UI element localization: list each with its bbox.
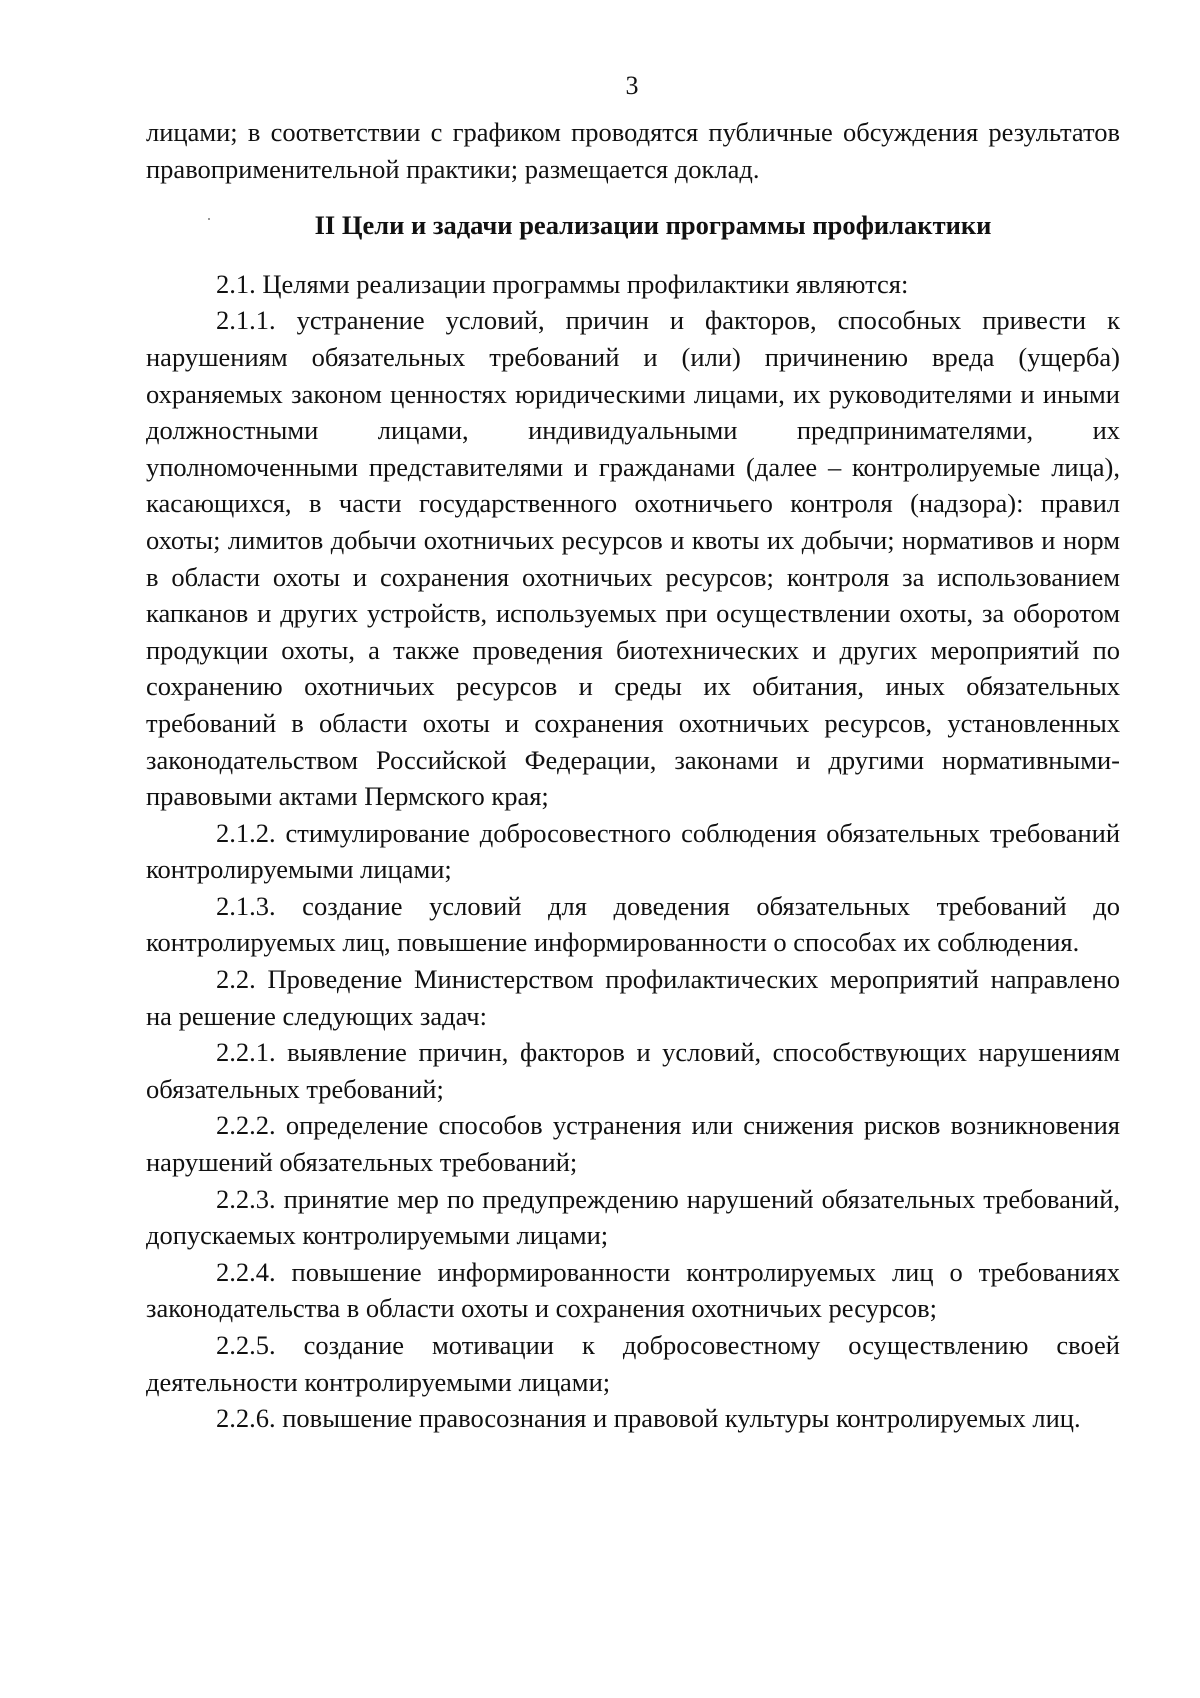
paragraph-2-2-6: 2.2.6. повышение правосознания и правовой культуры контролируемых лиц. (216, 1403, 1081, 1434)
section-heading: II Цели и задачи реализации программы профилактики (314, 210, 992, 241)
paragraph-2-1: 2.1. Целями реализации программы профилактики являются: (216, 268, 909, 299)
paragraph-2-2-2: 2.2.2. определение способов устранения или снижения рисков возникновения нарушений обязательных требований; (146, 1110, 1120, 1178)
paragraph-2-2-1: 2.2.1. выявление причин, факторов и условий, способствующих нарушениям обязательных требований; (146, 1037, 1120, 1104)
paragraph-2-1-3: 2.1.3. создание условий для доведения обязательных требований до контролируемых лиц, повышение информированности о способах их соблюдения. (146, 890, 1120, 958)
intro-paragraph: лицами; в соответствии с графиком проводятся публичные обсуждения результатов правоприменительной практики; размещается доклад. (146, 117, 1120, 184)
paragraph-2-1-1: 2.1.1. устранение условий, причин и факторов, способных привести к нарушениям обязательных требований и (или) причинению вреда (ущерба) охраняемых законом ценностях юридическими лицами, их руководителями и иными должностными лицами, индивидуальными предпринимателями, их уполномоченными представителями и гражданами (далее – контролируемые лица), касающихся, в части государственного охотничьего контроля (надзора): правил охоты; лимитов добычи охотничьих ресурсов и квоты их добычи; нормативов и норм в области охоты и сохранения охотничьих ресурсов; контроля за использованием капканов и других устройств, используемых при осуществлении охоты, за оборотом продукции охоты, а также проведения биотехнических и других мероприятий по сохранению охотничьих ресурсов и среды их обитания, иных обязательных требований в области охоты и сохранения охотничьих ресурсов, установленных законодательством Российской Федерации, законами и другими нормативными-правовыми актами Пермского края; (146, 305, 1120, 812)
page-number: 3 (625, 71, 639, 100)
document-body (146, 114, 1120, 1437)
paragraph-2-2-3: 2.2.3. принятие мер по предупреждению нарушений обязательных требований, допускаемых контролируемыми лицами; (146, 1183, 1120, 1251)
paragraph-2-2: 2.2. Проведение Министерством профилактических мероприятий направлено на решение следующих задач: (146, 964, 1120, 1031)
paragraph-2-2-5: 2.2.5. создание мотивации к добросовестному осуществлению своей деятельности контролируемыми лицами; (146, 1330, 1120, 1397)
paragraph-2-2-4: 2.2.4. повышение информированности контролируемых лиц о требованиях законодательства в области охоты и сохранения охотничьих ресурсов; (146, 1256, 1120, 1324)
paragraph-2-1-2: 2.1.2. стимулирование добросовестного соблюдения обязательных требований контролируемыми лицами; (146, 817, 1120, 885)
